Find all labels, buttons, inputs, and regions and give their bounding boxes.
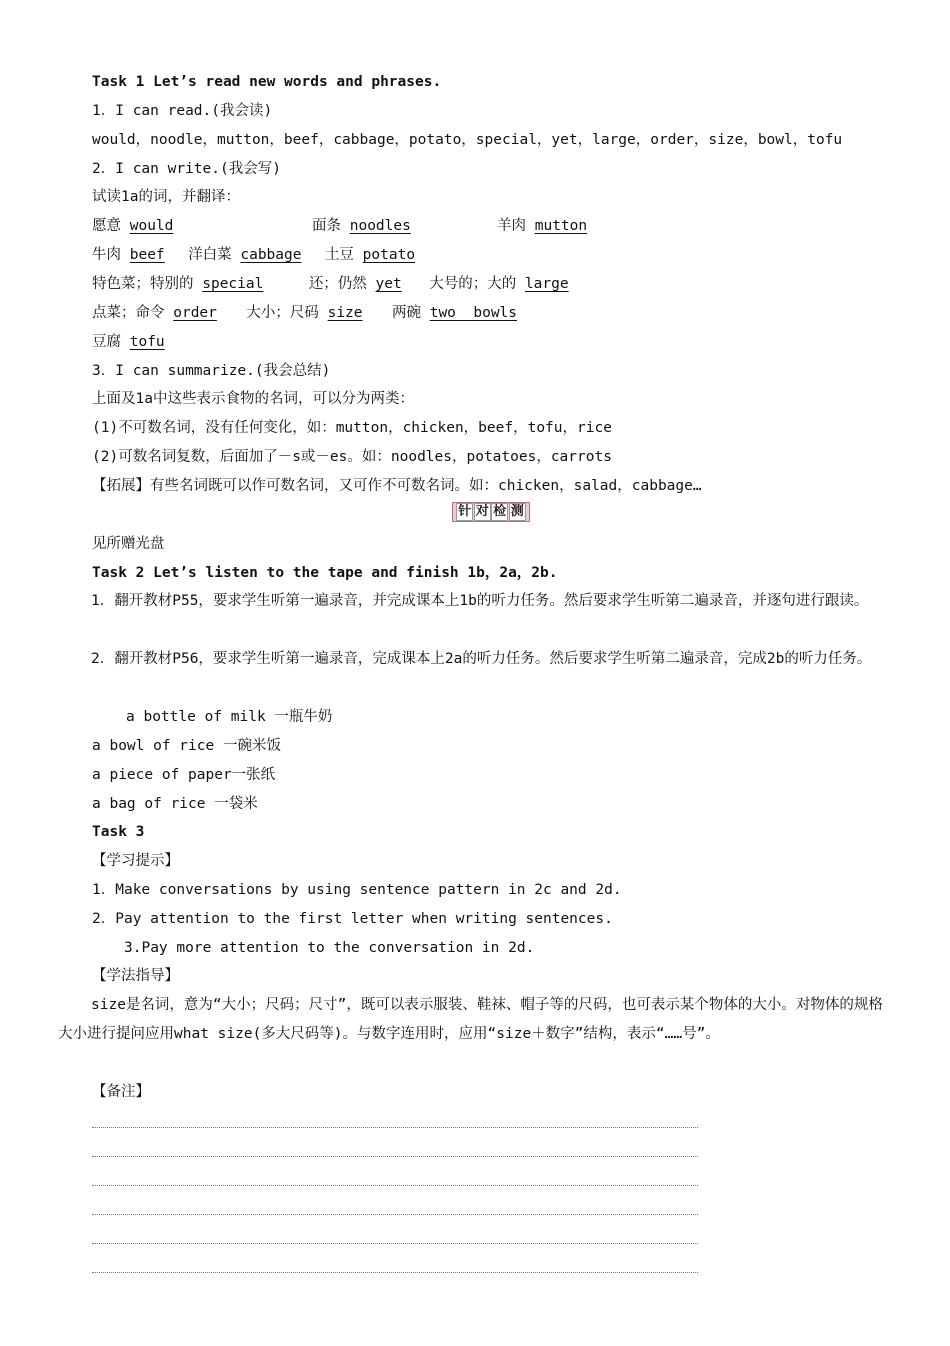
section-badge: [452, 502, 530, 522]
write-instruction: 试读1a的词，并翻译：: [92, 189, 240, 205]
vocab-chinese: 羊肉: [497, 218, 526, 234]
guide-label: 【学法指导】: [92, 968, 179, 984]
read-label: 1．I can read.(我会读): [92, 103, 273, 119]
countable-point: (2)可数名词复数，后面加了－s或－es。如：noodles，potatoes，carrots: [92, 449, 612, 465]
phrase-item: a bag of rice 一袋米: [92, 796, 258, 812]
tip-item: 3.Pay more attention to the conversation in 2d.: [124, 940, 535, 956]
vocab-row: [92, 216, 173, 236]
vocab-answer: two bowls: [429, 305, 518, 321]
vocab-chinese: 牛肉: [92, 247, 121, 263]
vocab-answer: mutton: [534, 218, 588, 234]
vocab-answer: size: [327, 305, 363, 321]
vocab-chinese: 面条: [312, 218, 341, 234]
vocab-row: [497, 216, 587, 236]
tip-item: 2．Pay attention to the first letter when writing sentences.: [92, 911, 613, 927]
task1-title: Task 1 Let’s read new words and phrases.: [92, 74, 442, 90]
vocab-row: [92, 303, 517, 323]
guide-text: size是名词，意为“大小；尺码；尺寸”，既可以表示服装、鞋袜、帽子等的尺码，也可表示某个物体的大小。对物体的规格大小进行提问应用what size(多大尺码等)。与数字连用时，应用“size＋数字”结构，表示“……号”。: [58, 997, 883, 1042]
notes-line[interactable]: [92, 1243, 698, 1244]
badge-char: 对: [475, 504, 489, 519]
vocab-answer: potato: [362, 247, 416, 263]
vocab-chinese: 两碗: [391, 305, 421, 321]
notes-line[interactable]: [92, 1127, 698, 1128]
extension-note: 【拓展】有些名词既可以作可数名词，又可作不可数名词。如：chicken，salad，cabbage…: [92, 478, 702, 494]
vocab-answer: yet: [375, 276, 402, 292]
task3-title: Task 3: [92, 824, 145, 840]
vocab-chinese: 豆腐: [92, 334, 121, 350]
vocab-row: [92, 332, 165, 352]
notes-label: 【备注】: [92, 1084, 150, 1100]
vocab-row: [92, 274, 569, 294]
vocab-chinese: 还；仍然: [308, 276, 367, 292]
notes-line[interactable]: [92, 1156, 698, 1157]
vocab-chinese: 大号的；大的: [429, 276, 517, 292]
badge-char: 针: [458, 504, 472, 519]
notes-line[interactable]: [92, 1214, 698, 1215]
vocab-answer: special: [202, 276, 264, 292]
task2-paragraph: 1．翻开教材P55，要求学生听第一遍录音，并完成课本上1b的听力任务。然后要求学生听第二遍录音，并逐句进行跟读。: [91, 593, 869, 609]
vocab-answer: noodles: [349, 218, 411, 234]
badge-char: 检: [493, 504, 507, 519]
task2-title: Task 2 Let’s listen to the tape and finish 1b，2a，2b.: [92, 565, 558, 581]
badge-char: 测: [510, 504, 524, 519]
vocab-answer: beef: [129, 247, 165, 263]
vocab-chinese: 愿意: [92, 218, 121, 234]
vocab-answer: would: [129, 218, 174, 234]
task2-paragraph: 2．翻开教材P56，要求学生听第一遍录音，完成课本上2a的听力任务。然后要求学生听第二遍录音，完成2b的听力任务。: [91, 651, 872, 667]
summarize-intro: 上面及1a中这些表示食物的名词，可以分为两类：: [92, 391, 414, 407]
cd-note: 见所赠光盘: [92, 536, 165, 552]
uncountable-point: (1)不可数名词，没有任何变化，如：mutton，chicken，beef，tofu，rice: [92, 420, 612, 436]
vocab-chinese: 特色菜；特别的: [92, 276, 194, 292]
vocab-chinese: 土豆: [324, 247, 354, 263]
vocab-answer: tofu: [129, 334, 165, 350]
vocab-chinese: 点菜；命令: [92, 305, 165, 321]
vocab-row: [92, 245, 415, 265]
notes-line[interactable]: [92, 1185, 698, 1186]
read-words: would，noodle，mutton，beef，cabbage，potato，special，yet，large，order，size，bowl，tofu: [92, 132, 843, 148]
phrase-item: a bowl of rice 一碗米饭: [92, 738, 281, 754]
summarize-label: 3．I can summarize.(我会总结): [92, 363, 331, 379]
vocab-answer: large: [524, 276, 569, 292]
vocab-row: [312, 216, 411, 236]
tip-item: 1．Make conversations by using sentence pattern in 2c and 2d.: [92, 882, 622, 898]
phrase-item: a piece of paper一张纸: [92, 767, 276, 783]
notes-line[interactable]: [92, 1272, 698, 1273]
vocab-chinese: 大小；尺码: [246, 305, 319, 321]
phrase-item: a bottle of milk 一瓶牛奶: [126, 709, 333, 725]
vocab-chinese: 洋白菜: [188, 247, 232, 263]
write-label: 2．I can write.(我会写): [92, 161, 281, 177]
tips-label: 【学习提示】: [92, 853, 179, 869]
vocab-answer: order: [173, 305, 217, 321]
vocab-answer: cabbage: [240, 247, 302, 263]
